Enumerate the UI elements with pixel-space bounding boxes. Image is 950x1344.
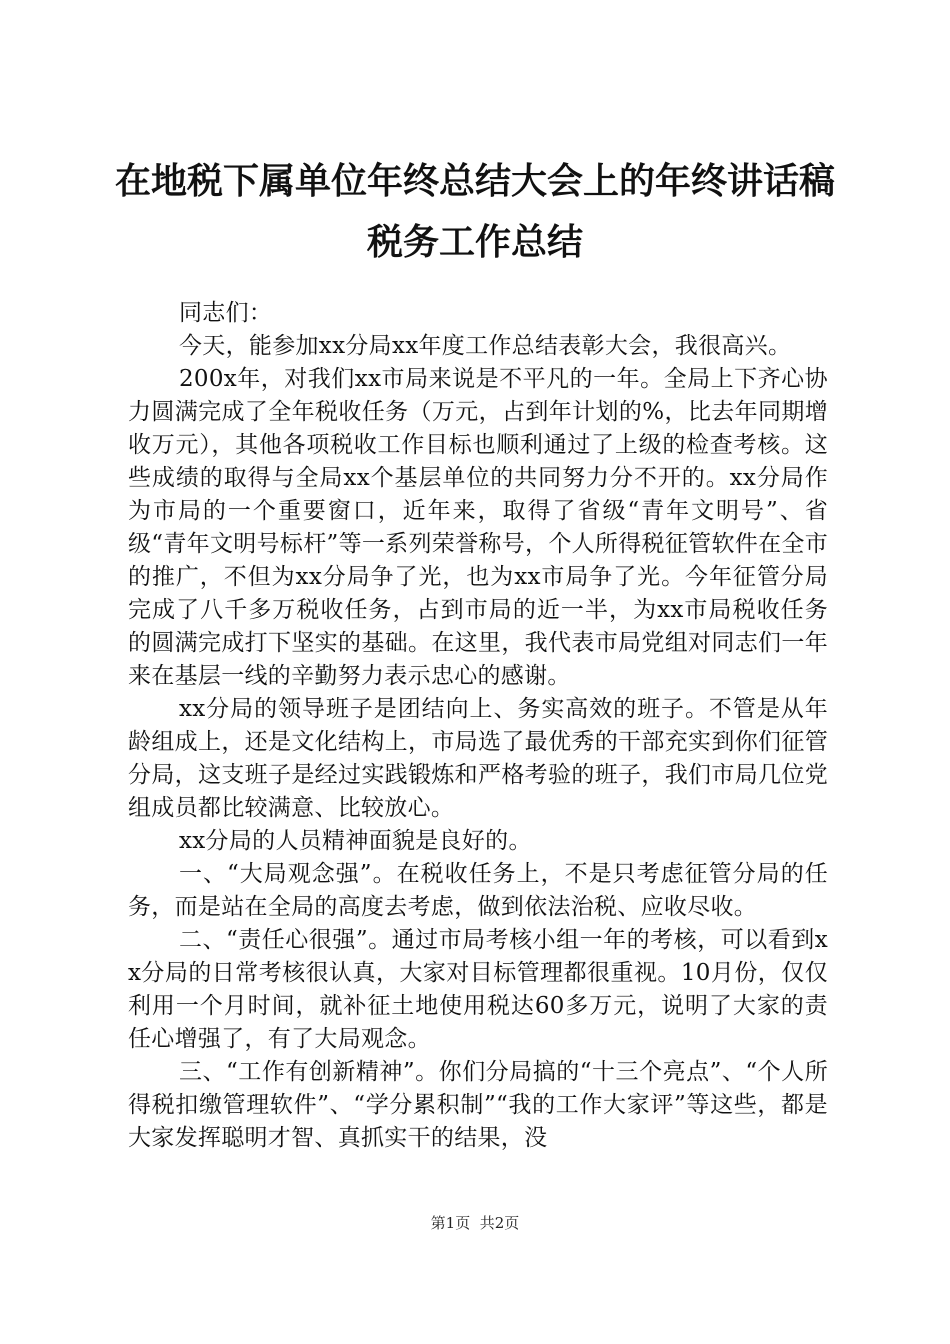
paragraph-annual-review: 200x年，对我们xx市局来说是不平凡的一年。全局上下齐心协力圆满完成了全年税收任务（万元，占到年计划的%，比去年同期增收万元），其他各项税收工作目标也顺利通过了上级的检查考核。这些成绩的取得与全局xx个基层单位的共同努力分不开的。xx分局作为市局的一个重要窗口，近年来，取得了省级“青年文明号”、省级“青年文明号标杆”等一系列荣誉称号，个人所得税征管软件在全市的推广，不但为xx分局争了光，也为xx市局争了光。今年征管分局完成了八千多万税收任务，占到市局的近一半，为xx市局税收任务的圆满完成打下坚实的基础。在这里，我代表市局党组对同志们一年来在基层一线的辛勤努力表示忠心的感谢。 xyxy=(128,366,828,689)
paragraph-leadership: xx分局的领导班子是团结向上、务实高效的班子。不管是从年龄组成上，还是文化结构上，市局选了最优秀的干部充实到你们征管分局，这支班子是经过实践锻炼和严格考验的班子，我们市局几位党组成员都比较满意、比较放心。 xyxy=(128,696,828,821)
paragraph-point-one: 一、“大局观念强”。在税收任务上，不是只考虑征管分局的任务，而是站在全局的高度去考虑，做到依法治税、应收尽收。 xyxy=(128,861,828,920)
page-total: 共2页 xyxy=(479,1214,520,1232)
paragraph-morale: xx分局的人员精神面貌是良好的。 xyxy=(179,828,532,854)
salutation: 同志们： xyxy=(179,300,273,326)
document-body xyxy=(128,297,828,1155)
paragraph-point-three: 三、“工作有创新精神”。你们分局搞的“十三个亮点”、“个人所得税扣缴管理软件”、“学分累积制”“我的工作大家评”等这些，都是大家发挥聪明才智、真抓实干的结果，没 xyxy=(128,1059,828,1151)
page-number: 第1页 xyxy=(430,1214,471,1232)
paragraph-opening: 今天，能参加xx分局xx年度工作总结表彰大会，我很高兴。 xyxy=(179,333,792,359)
document-title: 在地税下属单位年终总结大会上的年终讲话稿 xyxy=(114,161,835,202)
paragraph-point-two: 二、“责任心很强”。通过市局考核小组一年的考核，可以看到xx分局的日常考核很认真，大家对目标管理都很重视。10月份，仅仅利用一个月时间，就补征土地使用税达60多万元，说明了大家的责任心增强了，有了大局观念。 xyxy=(128,927,828,1052)
page-footer xyxy=(0,1213,950,1233)
document-subtitle: 税务工作总结 xyxy=(366,222,583,263)
